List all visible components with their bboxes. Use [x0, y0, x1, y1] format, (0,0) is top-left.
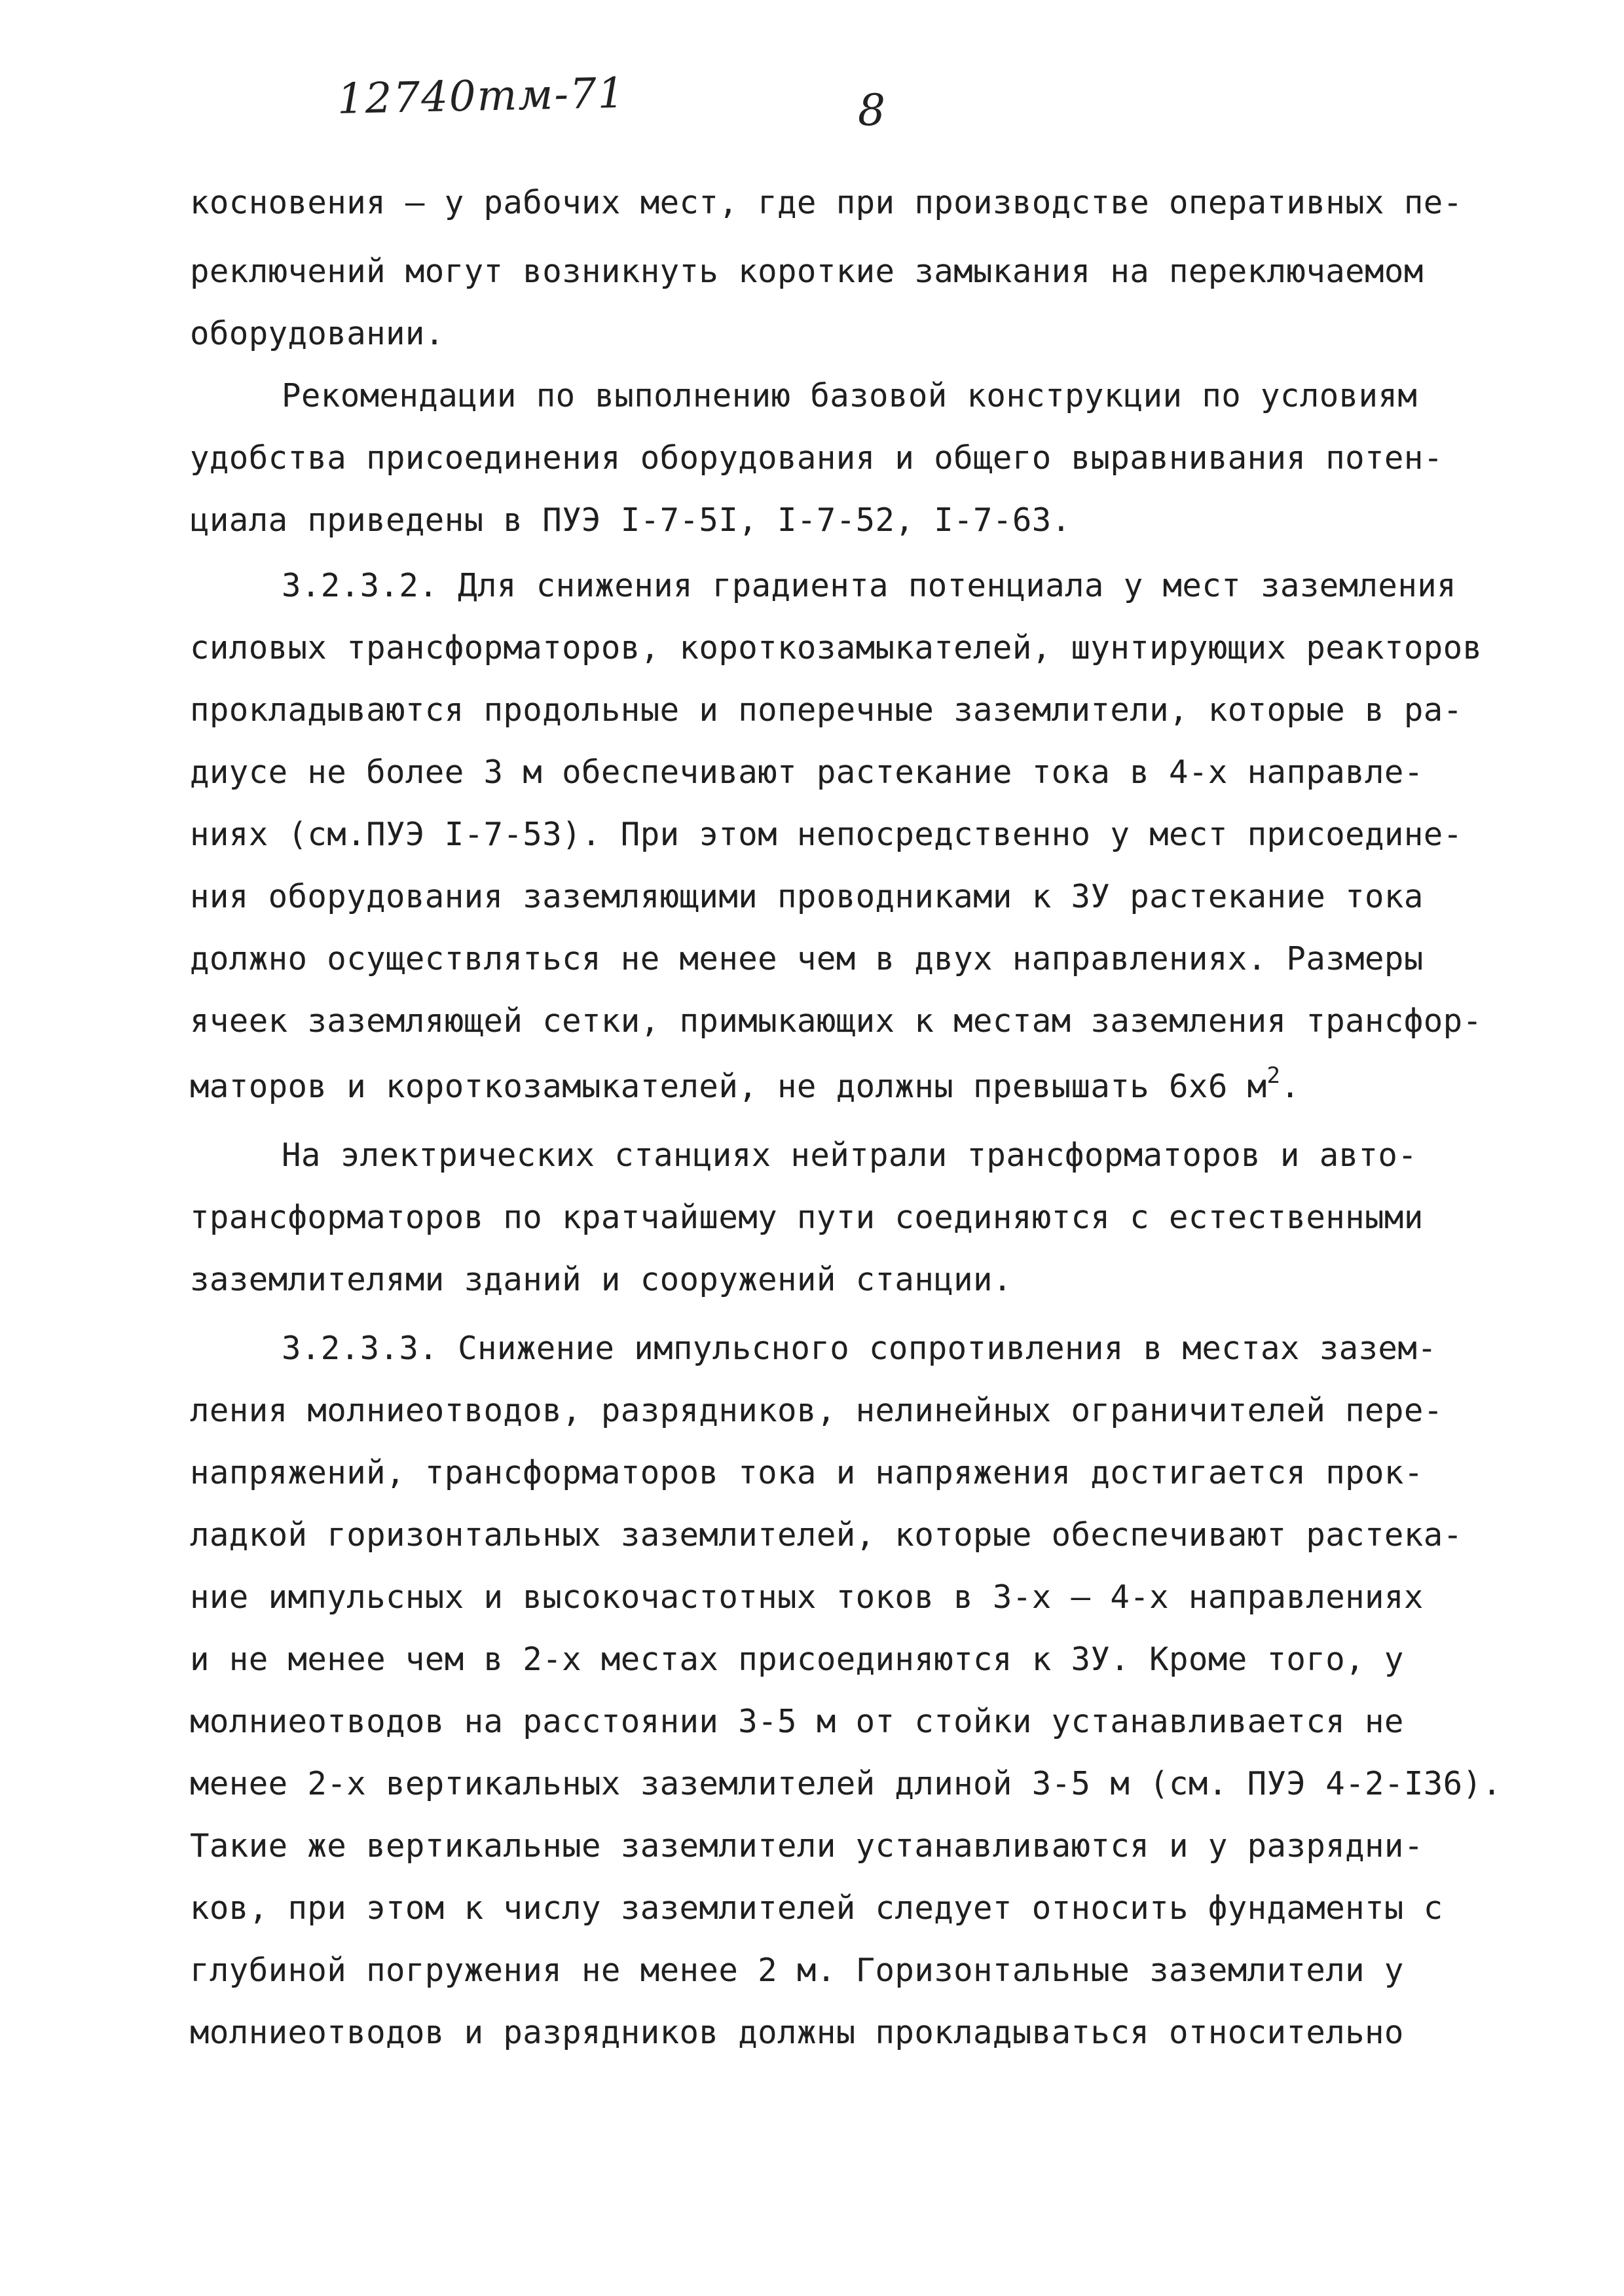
body-line-9: прокладываются продольные и поперечные заземлители, которые в ра-	[190, 691, 1463, 729]
superscript-squared: 2	[1266, 1063, 1281, 1089]
document-code: 12740тм-71	[337, 69, 627, 124]
body-line-20: ления молниеотводов, разрядников, нелинейных ограничителей пере-	[190, 1392, 1443, 1429]
body-line-19: 3.2.3.3. Снижение импульсного сопротивления в местах зазем-	[282, 1330, 1437, 1367]
body-line-26: менее 2-х вертикальных заземлителей длиной 3-5 м (см. ПУЭ 4-2-I36).	[190, 1765, 1502, 1802]
page-number: 8	[858, 85, 885, 136]
body-line-2: реключений могут возникнуть короткие замыкания на переключаемом	[190, 253, 1424, 290]
body-line-6: циала приведены в ПУЭ I-7-5I, I-7-52, I-7-63.	[190, 501, 1071, 539]
body-line-13: должно осуществляться не менее чем в двух направлениях. Размеры	[190, 940, 1424, 977]
body-line-16: На электрических станциях нейтрали трансформаторов и авто-	[282, 1137, 1418, 1174]
body-line-5: удобства присоединения оборудования и общего выравнивания потен-	[190, 439, 1443, 477]
body-line-11: ниях (см.ПУЭ I-7-53). При этом непосредственно у мест присоедине-	[190, 816, 1463, 853]
body-line-30: молниеотводов и разрядников должны прокладываться относительно	[190, 2014, 1404, 2051]
body-line-15	[190, 1061, 1300, 1113]
body-line-4: Рекомендации по выполнению базовой конструкции по условиям	[282, 377, 1418, 414]
body-line-8: силовых трансформаторов, короткозамыкателей, шунтирующих реакторов	[190, 629, 1483, 666]
body-line-7: 3.2.3.2. Для снижения градиента потенциала у мест заземления	[282, 567, 1457, 604]
body-line-22: ладкой горизонтальных заземлителей, которые обеспечивают растека-	[190, 1516, 1463, 1554]
body-line-3: оборудовании.	[190, 315, 445, 352]
body-line-10: диусе не более 3 м обеспечивают растекание тока в 4-х направле-	[190, 754, 1424, 791]
body-line-24: и не менее чем в 2-х местах присоединяются к ЗУ. Кроме того, у	[190, 1641, 1404, 1678]
body-line-29: глубиной погружения не менее 2 м. Горизонтальные заземлители у	[190, 1952, 1404, 1989]
body-line-17: трансформаторов по кратчайшему пути соединяются с естественными	[190, 1199, 1424, 1236]
body-line-28: ков, при этом к числу заземлителей следует относить фундаменты с	[190, 1889, 1443, 1927]
body-line-1: косновения – у рабочих мест, где при производстве оперативных пе-	[190, 184, 1463, 221]
body-line-27: Такие же вертикальные заземлители устанавливаются и у разрядни-	[190, 1827, 1424, 1865]
body-line-15-period: .	[1280, 1068, 1301, 1105]
body-line-18: заземлителями зданий и сооружений станции.	[190, 1261, 1012, 1298]
body-line-23: ние импульсных и высокочастотных токов в 3-х – 4-х направлениях	[190, 1578, 1424, 1616]
body-line-25: молниеотводов на расстоянии 3-5 м от стойки устанавливается не	[190, 1703, 1404, 1740]
body-line-14: ячеек заземляющей сетки, примыкающих к местам заземления трансфор-	[190, 1002, 1483, 1040]
body-line-12: ния оборудования заземляющими проводниками к ЗУ растекание тока	[190, 878, 1424, 915]
body-line-21: напряжений, трансформаторов тока и напряжения достигается прок-	[190, 1454, 1424, 1491]
body-line-15-text: маторов и короткозамыкателей, не должны превышать 6х6 м	[190, 1068, 1267, 1105]
